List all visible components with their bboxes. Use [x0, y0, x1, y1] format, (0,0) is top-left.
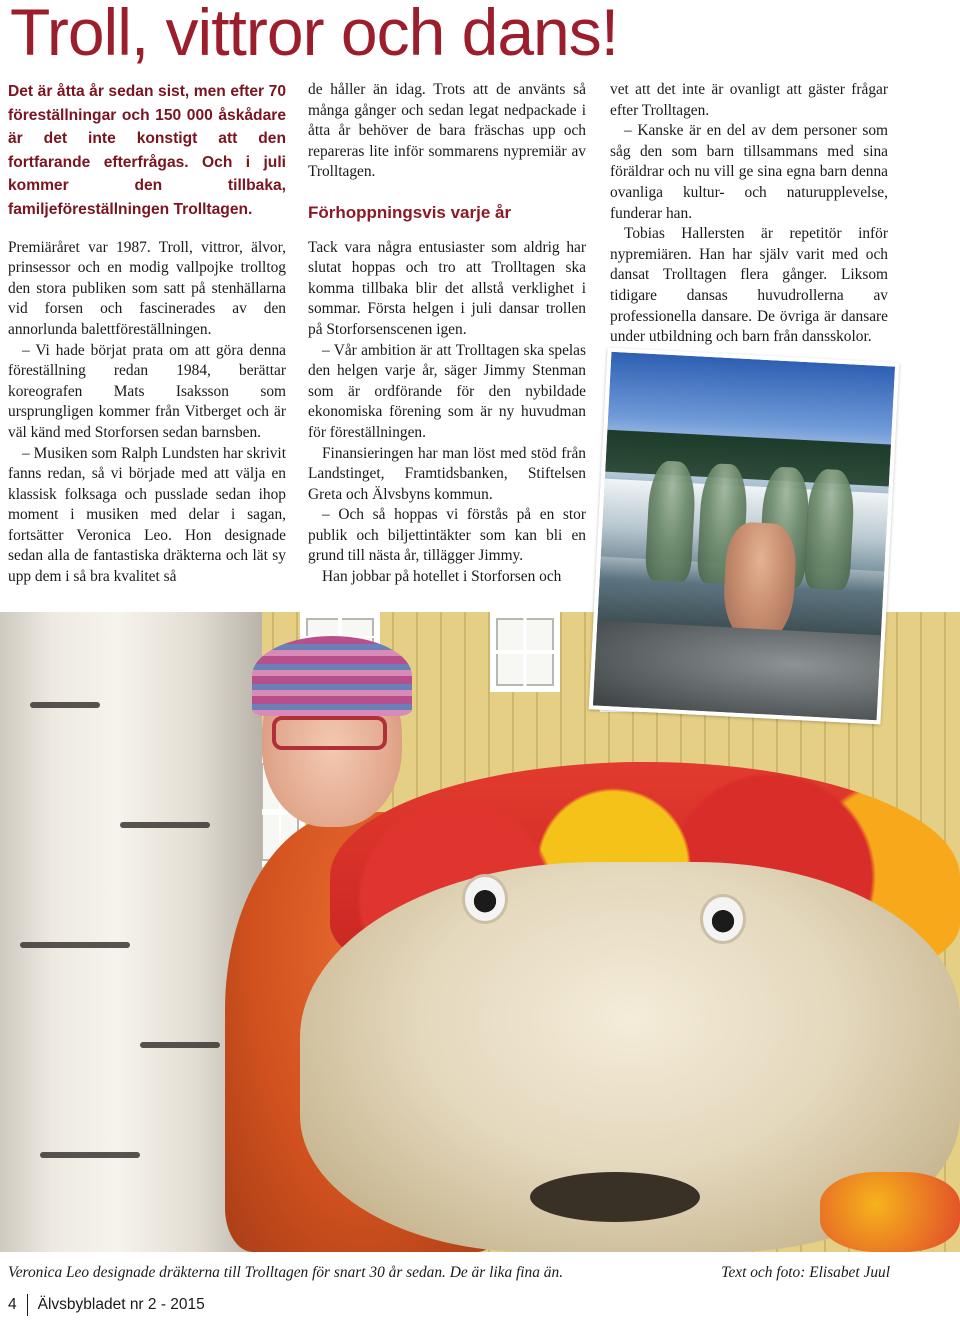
bark-mark	[30, 702, 100, 708]
section-subheading: Förhoppningsvis varje år	[308, 202, 512, 222]
body-paragraph: de håller än idag. Trots att de använts så många gånger och sedan legat nedpackade i åtta år behöver de bara fräschas upp och repareras lite inför sommarens nypremiär av Trolltagen.	[308, 81, 586, 181]
puppet-eye	[700, 894, 746, 944]
body-paragraph: – Kanske är en del av dem personer som såg den som barn tillsammans med sina föräldrar och nu vill ge sina egna barn denna ovanliga kultur- och naturupplevelse, funderar han.	[610, 122, 888, 222]
dancer-figure	[721, 521, 797, 644]
bark-mark	[120, 822, 210, 828]
body-paragraph: Finansieringen har man löst med stöd från Landstinget, Framtidsbanken, Stiftelsen Greta och Älvsbyns kommun.	[308, 444, 586, 503]
body-paragraph: Premiäråret var 1987. Troll, vittror, älvor, prinsessor och en modig vallpojke trolltog den stora publiken som satt på stenhällarna vid forsen och fascinerades av den annorlunda balettföreställningen.	[8, 238, 286, 338]
window	[490, 612, 560, 692]
troll-figure	[645, 460, 697, 582]
troll-figure	[804, 469, 856, 591]
text-column-3	[610, 80, 888, 348]
puppet-mouth	[530, 1172, 700, 1222]
body-paragraph: vet att det inte är ovanligt att gäster frågar efter Trolltagen.	[610, 81, 888, 119]
body-paragraph: – Och så hoppas vi förstås på en stor publik och biljettintäkter som kan bli en grund till nästa år, tillägger Jimmy.	[308, 506, 586, 565]
body-paragraph: Tobias Hallersten är repetitör inför nypremiären. Han har själv varit med och dansat Trolltagen flera gånger. Liksom tidigare dansas huvudrollerna av professionella dansare. De övriga är dansare under utbildning och barn från dansskolor.	[610, 225, 888, 346]
photo-caption-row	[8, 1262, 890, 1284]
bark-mark	[40, 1152, 140, 1158]
page-number: 4	[8, 1294, 28, 1316]
text-column-2	[308, 80, 586, 588]
photo-rocks	[593, 620, 881, 720]
photo-caption: Veronica Leo designade dräkterna till Trolltagen för snart 30 år sedan. De är lika fina än.	[8, 1264, 564, 1281]
lead-paragraph: Det är åtta år sedan sist, men efter 70 föreställningar och 150 000 åskådare är det inte konstigt att den fortfarande efterfrågas. Och i juli kommer den tillbaka, familjeföreställningen Trolltagen.	[8, 83, 286, 218]
body-paragraph: Tack vara några entusiaster som aldrig har slutat hoppas och tro att Trolltagen ska komma tillbaka blir det allstå verklighet i sommar. Första helgen i juli dansar trollen på Storforsenscenen igen.	[308, 238, 586, 338]
bark-mark	[140, 1042, 220, 1048]
woman-hat	[252, 636, 412, 716]
bark-mark	[20, 942, 130, 948]
puppet-collar	[820, 1172, 960, 1252]
publication-name: Älvsbybladet nr 2 - 2015	[37, 1296, 205, 1313]
photo-credit: Text och foto: Elisabet Juul	[721, 1264, 890, 1281]
body-paragraph: – Vi hade börjat prata om att göra denna föreställning redan 1984, berättar koreografen Mats Isaksson som ursprungligen kommer från Vitberget och är väl känd med Storforsen sedan barnsben.	[8, 341, 286, 441]
page-footer	[8, 1294, 205, 1316]
article-headline: Troll, vittror och dans!	[10, 0, 619, 69]
woman-glasses	[272, 716, 387, 750]
photo-forest	[605, 430, 891, 487]
body-paragraph: – Musiken som Ralph Lundsten har skrivit fanns redan, så vi började med att välja en klassisk folksaga och pusslade sedan ihop moment i musiken med delar i sagan, fortsätter Veronica Leo. Hon designade sedan alla de fantastiska dräkterna och lät sy upp dem i så bra kvalitet så	[8, 444, 286, 586]
birch-trunk	[0, 612, 262, 1252]
text-column-1	[8, 80, 286, 588]
body-paragraph: Han jobbar på hotellet i Storforsen och	[322, 568, 562, 586]
troll-dance-photo	[589, 348, 900, 725]
body-paragraph: – Vår ambition är att Trolltagen ska spelas den helgen varje år, säger Jimmy Stenman som är ordförande för den nybildade ekonomiska förening som är ny huvudman för föreställningen.	[308, 341, 586, 441]
puppet-eye	[462, 874, 508, 924]
